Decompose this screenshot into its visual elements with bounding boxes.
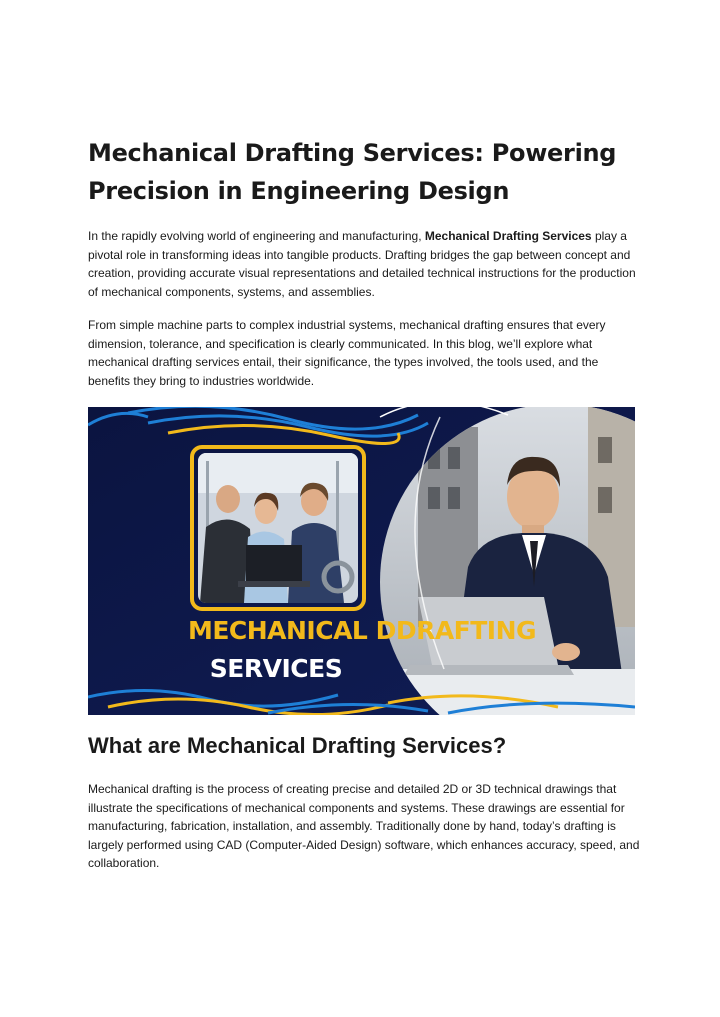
banner-title-line2: SERVICES <box>209 654 343 683</box>
section-heading: What are Mechanical Drafting Services? <box>88 733 507 758</box>
team-photo <box>198 453 358 603</box>
intro-bold-term: Mechanical Drafting Services <box>424 229 592 243</box>
overview-paragraph: From simple machine parts to complex industrial systems, mechanical drafting ensures that every dimension, tolerance, and specification is clearly communicated. In this blog, we’ll explore what mechanical drafting services entail, their significance, the types involved, the tools used, and the benefits they bring to industries worldwide. <box>88 318 606 388</box>
intro-paragraph <box>88 227 640 301</box>
definition-paragraph: Mechanical drafting is the process of creating precise and detailed 2D or 3D technical drawings that illustrate the specifications of mechanical components and systems. These drawings are essential for manufacturing, fabrication, installation, and assembly. Traditionally done by hand, today’s drafting is largely performed using CAD (Computer-Aided Design) software, which enhances accuracy, speed, and collaboration. <box>88 782 640 871</box>
article-title: Mechanical Drafting Services: Powering Precision in Engineering Design <box>88 139 617 205</box>
banner-title-line1: MECHANICAL DDRAFTING <box>187 616 537 645</box>
intro-text-start: In the rapidly evolving world of engineering and manufacturing, <box>88 229 425 243</box>
banner-image <box>88 407 635 715</box>
intro-text-end: play a pivotal role in transforming ideas into tangible products. Drafting bridges the gap between concept and creation, providing accurate visual representations and detailed technical instructions for the production of mechanical components, systems, and assemblies. <box>88 229 636 299</box>
